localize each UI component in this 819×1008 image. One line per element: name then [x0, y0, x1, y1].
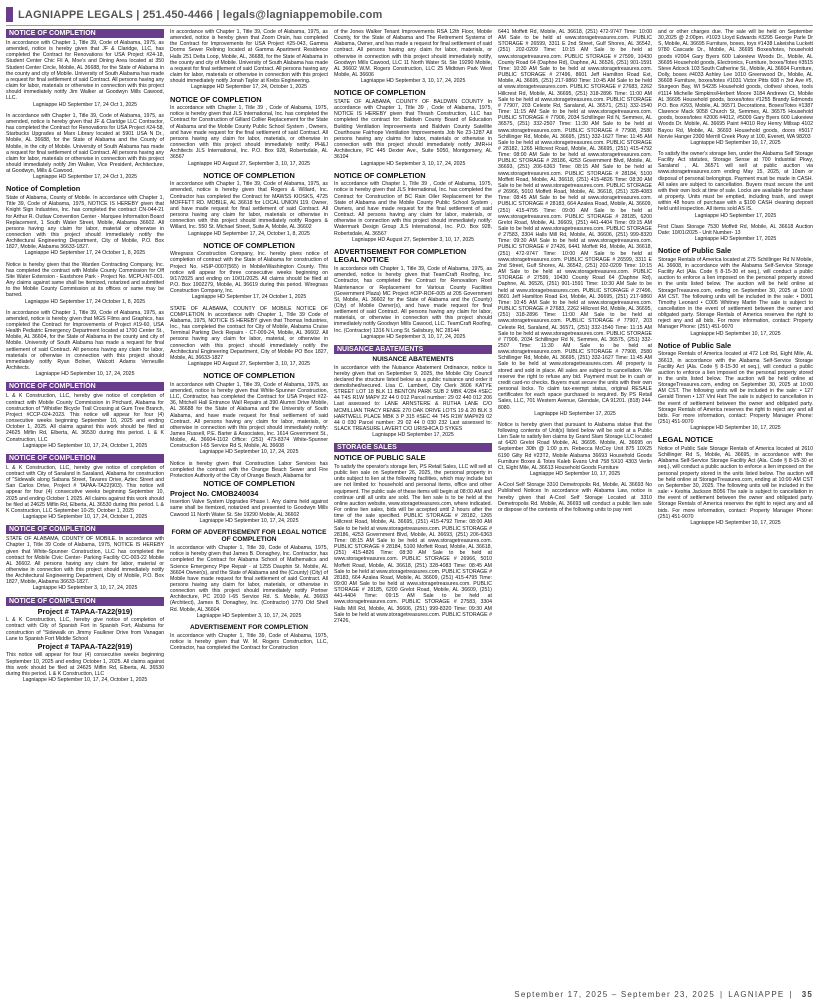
- publication-line: Lagniappe HD September 10, 17, 24, 2025: [35, 371, 135, 378]
- publication-line: Lagniappe HD September 17, 2025: [694, 236, 777, 242]
- publication-line: Lagniappe HD September 17, 24, October 1, 8, 2025: [188, 230, 310, 237]
- publication-line: Lagniappe HD September 10, 17, 24, October 1, 2025: [22, 442, 148, 449]
- notice-body: A-Cool Self Storage 3310 Demetropolis Rd, Mobile, AL 36693 No Published Notices In accordance with Alabama Law, notice is hereby given that A-Cool Self Storage Located at 3310 Demetropolis Rd. Mobile, AL 36693 will conduct a public lien sale or dispose of the contents of the following units to pay rent: [498, 482, 652, 513]
- section-bar-title: NOTICE OF COMPLETION: [6, 525, 164, 534]
- section-bar-title: NOTICE OF COMPLETION: [6, 597, 164, 606]
- header-accent-bar: [6, 7, 13, 22]
- column-5: [658, 29, 813, 982]
- notice-body: Insertion Valve System Upgrades Phase I. Any claims held against same shall be itemized, notarized and presented to Goodwyn Mills Cawood 11 North Water St. Ste 19290 Mobile, AL 36602: [170, 499, 328, 518]
- publication-line: Lagniappe HD September 17, 24 October 1, 2025: [191, 294, 307, 301]
- notice-body: of the Jones Walker Tenant Improvements RSA 12th Floor, Mobile County, for the State of Alabama and The Retirement Systems of Alabama, Owner, and has made a request for final settlement of said contract. All persons having any claim for labor, materials, or otherwise in connection with this project should immediately notify, Goodwyn Mills Cawood, LLC 11 North Water St. Ste 19290 Mobile, AL 36602 W.M. Rogers Construction, LLC 25 Midtown Park West Mobile, AL 36606: [334, 29, 492, 79]
- publication-line: Lagniappe HD August 27, September 3, 10, 17, 2025: [352, 236, 474, 243]
- notice-body: In accordance with Chapter 1, Title 39, Code of Alabama, 1975, as amended, notice is hereby given that Rogers & Willard, Inc. Contractor has completed the Contract for MAWSS KIOSKS, 4725 MOFFETT RD. MOBILE, AL 36618 for LOCAL UNION 119. Owner, and have made request for final settlement of said Contract. All persons having any claim for labor, materials or otherwise in connection with this project should immediately notify Rogers & Willard, Inc. 550 St. Michael Street, Suite A, Mobile, AL 36602: [170, 181, 328, 231]
- notice-heading: ADVERTISEMENT FOR COMPLETION LEGAL NOTICE: [334, 246, 467, 265]
- legal-notice: [6, 113, 164, 181]
- project-number: Project # TAPAA-TA22(919): [37, 641, 133, 651]
- column-1: [6, 29, 164, 982]
- publication-line: Lagniappe HD September 17, 24 Oct 1, 2025: [32, 101, 138, 108]
- column-4: [498, 29, 652, 982]
- notice-body: In accordance with Chapter 1, Title 39 , Code of Alabama, 1975, notice is hereby given that JLS International, Inc. has completed the Contract for Construction of Gillard Collier Replacement for the State of Alabama and the Mobile County Public School System , Owners, and have made request for the final settlement of said Contract. All persons having any claim for labor, materials, or otherwise in connection with this project should immediately notify: PH&J Architects JLS International, Inc. P.O. Box 928, Robertsdale, AL 36567: [170, 105, 328, 161]
- notice-body: In accordance with Chapter 1, Title 39, Code of Alabama, 1975, as amended, notice is hereby given that MGS Films and Graphics, has completed the Contract for Improvements of Project #19-60, USA Health Pediatric Emergency Department located at 1700 Center St., Mobile, AL 36604, for the State of Alabama in the county and city of Mobile. University of South Alabama has made a request for final settlement of said Contract. All persons having any claim for labor, materials or otherwise in connection with this project should immediately notify Ryan Bolner, Walcott Adams Verneuille Architects.: [6, 309, 164, 372]
- publication-line: Lagniappe HD September 17, 2025: [694, 212, 777, 219]
- legal-notice: [6, 29, 164, 108]
- notice-body: In accordance with Chapter 1, Title 39, Code of Alabama, 1975, notice is hereby given that James B. Donaghey, Inc. Contractor, has completed the Contract for Alabama School of Mathematics and Science Emergency Pipe Repair - at 1255 Dauphin St. Mobile, AL 36604 Owner(s), and the State of Alabama and the (County) (City) of Mobile have made request for final settlement of said Contract. All persons having any claim for labor, materials, or otherwise in connection with this project should immediately notify Portner Architecture, PC 2010 I-65 Service Rd. S. Mobile, AL 36693 (Architect), James B. Donaghey, Inc. (Contractor) 1770 Old Shell Rd. Mobile, AL 36604: [170, 545, 328, 613]
- legal-notice: [170, 624, 328, 651]
- section-bar-title: NUISANCE ABATEMENTS: [334, 345, 492, 354]
- notice-heading: Project # TAPAA-TA22(919): [37, 606, 133, 616]
- notice-body: In accordance with Chapter 1, Title 39, Code of Alabama, 1975, as amended, notice is hereby given that Zoom Drain, has completed the Contract for Improvements for USA Project #25-043, Gamma Dorms Sewer Relining located at Gamma Apartment Residence Halls 251 Delta Loop, Mobile, AL, 36688, for the State of Alabama in the county and city of Mobile. University of South Alabama has made a request for final settlement of said Contract. All persons having any claim for labor, materials or otherwise in connection with this project should immediately notify Jonah Taylor at Krebs Engineering.: [170, 29, 328, 85]
- notice-heading: Notice of Completion: [6, 184, 81, 194]
- legal-notice: [658, 436, 813, 526]
- notice-body: In accordance with Chapter 1, Title 39, Code of Alabama, 1975, as amended, notice is hereby given that JF & Claridge LLC Contractor, has completed the Contract for Renovations for USA Project #24-58, Starbucks Upgrades at Marx Library located at 5901 USA N Dr., Mobile, AL 36688, for the State of Alabama and the County of Mobile, in the city of Mobile. University of South Alabama has made a request for final settlement of said Contract. All persons having any claim for labor, materials or otherwise in connection with this project should immediately notify Jim Walker, Vice President, Architecture, at Goodwyn, Mills & Cawood.: [6, 112, 164, 175]
- legal-notice: [658, 247, 813, 337]
- notice-heading: Notice of Public Sale: [658, 246, 732, 256]
- notice-body: This notice will appear for four (4) consecutive weeks beginning September 10, 2025 and ending October 1, 2025. All claims against this work should be filed at 24625 Miflin Rd, Elberta, AL 36530 during this period. L & K Construction, LLC: [6, 652, 164, 677]
- legal-notice: [170, 372, 328, 455]
- notice-body: 6441 Moffett Rd, Mobile, AL 36618, (251) 472-9747 Time: 10:00 AM Sale to be held at www.storagetreasures.com. PUBLIC STORAGE # 26599, 3311 E 2nd Street, Gulf Shores, AL 36542, (251) 202-0209 Time: 10:15 AM Sale to be held at www.storagetreasures.com. PUBLIC STORAGE # 27599, 10430 County Road 64 (Daphne Rd), Daphne, AL 36526, (251) 901-1591 Time: 10:30 AM Sale to be held at www.storagetreasures.com. PUBLIC STORAGE # 27496, 8601 Jeff Hamilton Road Ext, Mobile, AL 36695, (251) 217-9860 Time: 10:45 AM Sale to be held at www.storagetreasures.com. PUBLIC STORAGE # 27683, 2262 Hillcrest Rd, Mobile, AL 36695, (251) 318-2896 Time: 11:00 AM Sale to be held at www.storagetreasures.com. PUBLIC STORAGE # 77907, 203 Celeste Rd, Saraland, AL 36571, (251) 332-1540 Time: 11:15 AM Sale to be held at www.storagetreasures.com. PUBLIC STORAGE # 77906, 2034 Schillinger Rd N, Semmes, AL 36575, (251) 332-2507 Time: 11:30 AM Sale to be held at www.storagetreasures.com. PUBLIC STORAGE # 77908, 2580 Schillinger Rd, Mobile, AL 36695, (251) 332-1627 Time: 11:45 AM Sale to be held at www.storagetreasures.com. PUBLIC STORAGE # 28182, 1265 Hillcrest Road, Mobile, AL 36695, (251) 415-4792 Time: 08:00 AM Sale to be held at www.storagetreasures.com. PUBLIC STORAGE # 28186, 4253 Government Blvd, Mobile, AL 36693, (251) 206-6363 Time: 08:15 AM Sale to be held at www.storagetreasures.com. PUBLIC STORAGE # 28184, 5100 Moffett Road, Mobile, AL 36618, (251) 415-4826 Time: 08:30 AM Sale to be held at www.storagetreasures.com. PUBLIC STORAGE # 26966, 5010 Moffett Road, Mobile, AL 36618, (251) 328-4083 Time: 08:45 AM Sale to be held at www.storagetreasures.com. PUBLIC STORAGE # 28183, 664 Azalea Road, Mobile, AL 36609, (251) 415-4795 Time: 09:00 AM Sale to be held at www.storagetreasures.com. PUBLIC STORAGE # 28185, 6200 Grelot Road, Mobile, AL 36609, (251) 441-4404 Time: 09:15 AM Sale to be held at www.storagetreasures.com. PUBLIC STORAGE # 27583, 3304 Halls Mill Rd, Mobile, AL 36606, (251) 999-8320 Time: 09:30 AM Sale to be held at www.storagetreasures.com. PUBLIC STORAGE # 27426, 6441 Moffett Rd, Mobile, AL 36618, (251) 472-9747 Time: 10:00 AM Sale to be held at www.storagetreasures.com. PUBLIC STORAGE # 26599, 3311 E 2nd Street, Gulf Shores, AL 36542, (251) 202-0209 Time: 10:15 AM Sale to be held at www.storagetreasures.com. PUBLIC STORAGE # 27599, 10430 County Road 64 (Daphne Rd), Daphne, AL 36526, (251) 901-1591 Time: 10:30 AM Sale to be held at www.storagetreasures.com. PUBLIC STORAGE # 27496, 8601 Jeff Hamilton Road Ext, Mobile, AL 36695, (251) 217-9860 Time: 10:45 AM Sale to be held at www.storagetreasures.com. PUBLIC STORAGE # 27683, 2262 Hillcrest Rd, Mobile, AL 36695, (251) 318-2896 Time: 11:00 AM Sale to be held at www.storagetreasures.com. PUBLIC STORAGE # 77907, 203 Celeste Rd, Saraland, AL 36571, (251) 332-1540 Time: 11:15 AM Sale to be held at www.storagetreasures.com. PUBLIC STORAGE # 77906, 2034 Schillinger Rd N, Semmes, AL 36575, (251) 332-2507 Time: 11:30 AM Sale to be held at www.storagetreasures.com. PUBLIC STORAGE # 77908, 2580 Schillinger Rd, Mobile, AL 36695, (251) 332-1627 Time: 11:45 AM Sale to be held at www.storagetreasures.com. All property is stored and sold in place. All sales are subject to cancellation. We reserve the right to refuse any bid. Payment must be in cash or credit card-no checks. Buyers must secure the units with their own personal locks. To claim tax-exempt status, original RESALE certificates for each space purchased is required. By PS Retail Sales, LLC, 701 Western Avenue, Glendale, CA 91201. (818) 244-8080.: [498, 29, 652, 411]
- project-number: NOTICE OF COMPLETION: [203, 479, 295, 489]
- publication-line: Lagniappe HD September 10, 17, 2025: [690, 330, 781, 337]
- legal-notice: [6, 525, 164, 591]
- section-bar-title: NOTICE OF COMPLETION: [6, 29, 164, 38]
- notice-body: Storage Rentals of America located at 472 Lott Rd, Eight Mile, AL 36613, in accordance with the Alabama Self-Service Storage Facility Act (Ala. Code § 8-15-30 et seq.), will conduct a public auction to enforce a lien imposed on the personal property stored in the units listed below. The auction will be held online at StorageTreasures.com, ending on September 30, 2025 at 10:00 AM CST. The following units will be included in the sale: • 127 Gerald Tinnen • 137 Vini Hart The sale is subject to cancellation in the event of settlement between the owner and obligated party. Storage Rentals of America reserves the right to reject any and all bids. For more information, contact: Property Manager Phone: (251) 451-9070: [658, 351, 813, 426]
- notice-heading: NOTICE OF PUBLIC SALE: [334, 453, 426, 463]
- footer-dates: September 17, 2025 – September 23, 2025: [514, 989, 715, 999]
- publication-line: Lagniappe HD September 3, 10, 17, 24, 2025: [360, 78, 466, 85]
- footer-brand: LAGNIAPPE: [728, 989, 785, 999]
- notice-body: L & K Construction, LLC, hereby give notice of completion of contract with City of Spanish Fort in Spanish Fort, Alabama for construction of "Sidewalk on Jimmy Faulkner Drive from Vanagan Lane to Spanish Fort Middle School: [6, 617, 164, 642]
- legal-notice: [6, 597, 164, 684]
- section-bar-title: STORAGE SALES: [334, 443, 492, 452]
- publication-line: Lagniappe HD September 17, 24 October 1, 8, 2025: [24, 298, 146, 305]
- legal-notice: [334, 29, 492, 84]
- notice-body: First Class Storage 7530 Moffett Rd, Mobile, AL 36618 Auction Date: 10/01/2025 - Unit Number- 13: [658, 223, 813, 236]
- notice-body: STATE OF ALABAMA, COUNTY OF MOBILE NOTICE OF COMPLETION In accordance with Chapter 1, Title 39 Code of Alabama, 1975, NOTICE IS HEREBY given that Thomas Industries, Inc., has completed the contract for City of Mobile, Alabama Cruise Terminal Parking Deck Repairs - CT-009-24, Mobile, AL 36602. All persons having any claim for labor, material, or otherwise in connection with this project should immediately notify the Architectural Engineering Department, City of Mobile PO Box 1827, Mobile, AL 36633-1827: [170, 305, 328, 361]
- publication-line: Lagniappe HD September 3, 10, 17, 24, 2025: [32, 585, 138, 592]
- legal-notice: [6, 185, 164, 256]
- publication-line: Lagniappe HD September 17, 2025: [372, 432, 454, 439]
- notice-body: State of Alabama, County of Mobile. In accordance with Chapter 1, Title 39, Code of Alabama, 1975, NOTICE IS HEREBY given that Knight Sign Industries, Inc. has completed the contract CN-044-21 for Arthur R. Outlaw Convention Center - Marquee Information Board Replacement, 1 South Water Street, Mobile, Alabama 36602. All persons having any claim for labor, material or otherwise in connection with this project should immediately notify the Architectural Engineering Department, City of Mobile, P.O. Box 1827, Mobile, Alabama 36633-1827.: [6, 195, 164, 251]
- notice-body: STATE OF ALABAMA, COUNTY OF BALDWIN COUNTY In accordance with Chapter 1, Title 39 , Code of Alabama, 1975, NOTICE IS HEREBY given that Thrash Construction, LLC has completed the contract for: Baldwin County Board of Education Building Ventilation Improvements and Baldwin County Satellite Courthouse Fairhope Ventilation Improvements Job No 23-1287 All persons having any claims for labor, materials or otherwise in connection with this project should immediately notify JMR+H Architecture, PC 445 Dexter Ave., Suite 5050, Montgomery, AL 36104: [334, 99, 492, 161]
- legal-notice: [498, 422, 652, 477]
- publication-line: Lagniappe HD September 10, 17, 24, October 1, 2025: [22, 514, 148, 521]
- legal-notice: [498, 482, 652, 513]
- legal-notice: [6, 454, 164, 520]
- publication-line: Lagniappe HD September 10, 17, 24, 2025: [199, 449, 299, 456]
- legal-notice: [170, 242, 328, 301]
- legal-notice: [658, 29, 813, 146]
- publication-line: Lagniappe HD September 3, 10, 17, 24, 2025: [360, 160, 466, 167]
- header-rule: [6, 25, 813, 26]
- legal-notice: [6, 310, 164, 378]
- legal-notice: [334, 89, 492, 166]
- notice-body: and or other charges due. The sale will be held on September 30,2025 @ 2:00pm. #1023 Lloyd Edwards #3295 George Parle Dr S, Mobile, AL 36695 Furniture, boxes, toys #1438 Lakeisha Luckett 9780 Cascade Dr., Mobile, AL 36695 Boxes/totes, household goods #2004 Gary Byers 600 Lakeview Woods Dr., Mobile, AL 36695 Household goods, Electronics, Furniture, boxes/Totes #3515 Steve Adcock 103 South Catherine St., Mobile, AL 36604 Furniture, Dolly, boxes #4033 Ashley Lee 1010 Greenwood Dr., Mobile, AL 36608 Furniture, boxes/totes #1031 Victor Pitts 608 n 3rd Ave #5, Sturgeon Bay, WI 54235 Household goods, clothes/ shoes, tools #1114 Michelle Simpkins/Herbert Moore 3184 Andrews Ct, Mobile AL 36695 Household goods, boxes/totes #1255 Brandy Edmonds P.O. Box #293, Mobile, AL 36571 Decorations, Boxes/Totes #1387 Clarence Mack 9058 Church St, Semmes, AL 36575 Household goods, boxes/totes #2006 #4012, #5009 Gary Byers 600 Lakeview Woods Dr. Mobile, AL 36695 Paint #4010 Roy Henry Millsap 4102 Bayou Rd, Mobile, AL 36693 Household goods, doors #5017 Norvie Hanger 2300 Merrill Creek Pkwy st 100, Everett, WA 98203: [658, 29, 813, 140]
- publication-line: Lagniappe HD September 10, 17, 2025: [529, 471, 621, 478]
- legal-notice: [658, 151, 813, 219]
- column-2: [170, 29, 328, 982]
- notice-heading: NOTICE OF COMPLETION: [334, 170, 426, 180]
- notice-body: In accordance with the Nuisance Abatement Ordinance, notice is hereby given that on September 9, 2025, the Mobile City Council declared the structure listed below as a public nuisance and order it demolished/secured. Lisa C. Lambert, City Clerk 3606 KATYE STREET LOT 18 BLK 11 BENTON PARK SUB 2 MBK 4/284 #SEC 44 T4S R1W MAP# 22 44 0 012 Parcel number: 29 02 440 012 206 Last assessed to: LANE ARNSTERE & RUTHA LANE C/O MCMILLIAN TRACY RENEE 270 OAK DRIVE LOTS 19 & 20 BLK 3 HARTWELL PLACE MBK 3 P 315 #SEC 44 T4S R1W MAP#29 02 44 0 030 Parcel number: 29 02 44 0 030 232 Last assessed to: SLACK TREASURE LAVERT C/O URISHICA D SYKES: [334, 364, 492, 433]
- notice-heading: Notice of Public Sale: [658, 340, 732, 350]
- notice-heading: LEGAL NOTICE: [658, 435, 713, 445]
- notice-body: In accordance with Chapter 1, Title 39 , Code of Alabama, 1975, notice is hereby given that JLS International, Inc. has completed the Contract for Construction of BC Rain Oiler Replacement for the State of Alabama and the Mobile County Public School System , Owners, and have made request for the final settlement of said Contract. All persons having any claim for labor, materials, or otherwise in connection with this project should immediately notify: Watermark Design Group JLS International, Inc. P.O. Box 928, Robertsdale, AL 36567: [334, 181, 492, 237]
- notice-body: L & K Construction, LLC, hereby give notice of completion of contract with City of Saraland in Saraland, Alabama for construction of "Sidewalk along Sabana Street, Tavares Drive, Aztec Street and San Carlos Drive, Project # TAPAA-TA22(903). This notice will appear for four (4) consecutive weeks beginning September 10, 2025 and ending October 1 2025. All claims against this work should be filed at 24625 Miflin Rd, Elberta, AL 36530 during this period. L & K Construction, LLC September 10-25; October 1, 2025: [6, 464, 164, 514]
- legal-notice: [334, 345, 492, 438]
- section-bar-title: NOTICE OF COMPLETION: [6, 382, 164, 391]
- notice-heading: NOTICE OF COMPLETION: [170, 94, 262, 104]
- legal-notice: [658, 342, 813, 432]
- section-bar-title: NOTICE OF COMPLETION: [6, 454, 164, 463]
- publication-line: Lagniappe HD September 10, 17, 24, 2025: [199, 517, 299, 524]
- legal-notice: [6, 262, 164, 305]
- notice-heading: ADVERTISEMENT FOR COMPLETION: [190, 623, 308, 631]
- page-number: 35: [801, 989, 813, 999]
- publication-line: Lagniappe HD September 17, 24 October 1, 8, 2025: [24, 250, 146, 257]
- publication-line: Lagniappe HD September 17, 24, October 1, 2025: [191, 84, 307, 91]
- publication-line: Lagniappe HD September 10, 17, 2025: [690, 139, 781, 146]
- notice-body: L & K Construction, LLC, hereby give notice of completion of contract with Mobile County Commission in Prichard, Alabama for construction of "Whistler Bicycle Trail Crossing at Gum Tree Branch, Project #CCP-024-2023. This notice will appear for four (4) consecutive weeks beginning September 10, 2025 and ending October 1, 2025. All claims against this work should be filed at 24625 Miflin Rd, Elberta, AL 36530 during this period. L & K Construction, LLC: [6, 393, 164, 443]
- notice-heading: FORM OF ADVERTISEMENT FOR LEGAL NOTICE OF COMPLETION: [171, 528, 327, 544]
- notice-heading: NOTICE OF COMPLETION: [203, 371, 295, 381]
- page-header: [6, 6, 813, 23]
- notice-body: Notice is hereby given that Construction Labor Services has completed the contract with the Orange Beach Sewer and Fire Protection Authority of the City of Orange Beach, Alabama for: [170, 460, 328, 479]
- legal-notice: [170, 96, 328, 167]
- notice-body: To satisfy the owner's storage lien, under the Alabama Self Storage Facility Act statutes, Storage Sense at 700 Industrial Pkwy, Saraland , AL 36571 will sell at public auction via www.storagetreasures.com ending May 15, 2025, at 10am or disposal of personal belongings. Payment must be made in CASH. All sales are subject to cancellation. Buyers must secure the unit with their own lock at time of sale. Locks are available for purchase at property. Units must be emptied, including trash, and swept within 48 hours of purchase with a $100 CASH cleaning deposit held until inspection. All items sold AS IS.: [658, 150, 813, 213]
- publication-line: Lagniappe HD September 10, 17, 2025: [690, 519, 781, 526]
- legal-notice: [334, 443, 492, 624]
- notice-body: In accordance with Chapter 1, Title 39, Code of Alabama, 1975, as amended, notice is hereby given that White-Spunner Construction, LLC, Contractor, has completed the Contract for USA Project #22-36, Mitchell Hall Entrance Wall Repairs at 390 Alumni Drive Mobile, AL 36688 for the State of Alabama and the University of South Alabama, and have made request for final settlement of said Contract. All persons having any claim for labor, materials, or otherwise in connection with this project should immediately notify: James Russell, P.E. Barter & Associates, Inc. 1614 Government St., Mobile, AL 36604-1102 Office: (251) 473-8374 White-Spunner Construction I-65 Service Rd S, Mobile, AL 36608: [170, 381, 328, 450]
- notice-body: Notice is hereby given that the Warden Contracting Company, Inc. has completed the contract with Mobile County Commission for Off Site Water Extension - Eastshore Park - Project No. MCPU-NT-001. Any claims against same shall be itemized, notarized and submitted to the Mobile County Commission at its offices or same may be barred.: [6, 261, 164, 299]
- legal-notice: [334, 172, 492, 243]
- notice-body: STATE OF ALABAMA, COUNTY OF MOBILE. In accordance with Chapter 1, Title 39 Code of Alabama, 1975, NOTICE IS HEREBY given that White-Spunner Construction, LLC has completed the contract for Mobile Civic Center- Parking Facility CC-003-22 Mobile AL 36602. All persons having any claim for labor, material or otherwise in connection with this project should immediately notify the Architectural Engineering Department, City of Mobile, P.O. Box 1827, Mobile, Alabama 36633-1827.: [6, 536, 164, 586]
- legal-notice: [170, 461, 328, 524]
- notice-body: Storage Rentals of America located at 275 Schillinger Rd N Mobile, AL 36608, in accordance with the Alabama Self-Service Storage Facility Act (Ala. Code § 8-15-30 et seq.), will conduct a public auction to enforce a lien imposed on the personal property stored in the units listed below. The auction will be held online at StorageTreasures.com, ending on September 30, 2025 at 10:00 AM CST. The following units will be included in the sale: • D001 Timothy Leonard • C005 Whitney Martin The sale is subject to cancellation in the event of settlement between the owner and obligated party. Storage Rentals of America reserves the right to reject any and all bids. For more information, contact: Property Manager Phone: (251) 451-9070: [658, 256, 813, 331]
- notice-heading: NOTICE OF COMPLETION: [203, 240, 295, 250]
- column-3: [334, 29, 492, 982]
- page-footer: September 17, 2025 – September 23, 2025 | LAGNIAPPE | 35: [514, 989, 813, 999]
- notice-heading: NOTICE OF COMPLETION: [203, 170, 295, 180]
- publication-line: Lagniappe HD September 3, 10, 17, 24, 2025: [360, 333, 466, 340]
- publication-line: Lagniappe HD September 10, 17, 24, October 1, 2025: [22, 677, 148, 684]
- publication-line: Lagniappe HD September 3, 10, 17, 24, 2025: [196, 612, 302, 619]
- legal-notice: [170, 172, 328, 237]
- legal-notice: [334, 248, 492, 340]
- publication-line: Lagniappe HD August 27, September 3, 10, 17, 2025: [188, 360, 310, 367]
- legal-notice: [658, 224, 813, 242]
- project-number: Project No. CMOB240034: [170, 488, 259, 498]
- publication-line: Lagniappe HD September 17, 2025: [534, 410, 616, 417]
- legal-notice: [170, 306, 328, 368]
- notice-body: Wiregrass Construction Company, Inc. hereby gives notice of completion of contract with the State of Alabama for construction of Project No. HSIP-0007(565) in Mobile/Washington County. This notice will appear for three consecutive weeks beginning on 9/17/2025 and ending on 10/01/2025. All claims should be filed at P.O. Box 1902279, Mobile, AL 36619 during this period. Wiregrass Construction Company, Inc.: [170, 251, 328, 295]
- publication-line: Lagniappe HD August 27, September 3, 10, 17, 2025: [188, 160, 310, 167]
- notice-heading: NOTICE OF COMPLETION: [334, 88, 426, 98]
- legal-notice: [170, 529, 328, 619]
- notice-body: In accordance with Chapter 1, Title 39, Code of Alabama, 1975, as amended, notice is hereby given that JF & Claridge, LLC, has completed the Contract for Renovations for USA Project #24-18, Student Center Chic Fil A, Moe's and Dining Area located at 350 Student Center Circle, Mobile, AL 36688, for the State of Alabama in the county and city of Mobile. University of South Alabama has made a request for final settlement of said Contract. All persons having any claim for labor, materials or otherwise in connection with this project should immediately notify Jim Walker at Goodwyn Mills Cawood, LLC.: [6, 40, 164, 102]
- notice-body: To satisfy the operator's storage lien, PS Retail Sales, LLC will sell at public lien sale on September 26, 2025, the personal property in units subject to lien at the following facilities, which may include but are not limited to: household and personal items, office and other equipment. The public sale of these items will begin at 08:00 AM and continue until all units are sold. The lien sale is to be held at the online auction website, www.storagetreasures.com, where indicated. For online lien sales, bids will be accepted until 2 hours after the time of the sale specified. PUBLIC STORAGE # 28182, 1265 Hillcrest Road, Mobile, AL 36695, (251) 415-4792 Time: 08:00 AM Sale to be held at www.storagetreasures.com. PUBLIC STORAGE # 28186, 4253 Government Blvd, Mobile, AL 36693, (251) 206-6363 Time: 08:15 AM Sale to be held at www.storagetreasures.com. PUBLIC STORAGE # 28184, 5100 Moffett Road, Mobile, AL 36618, (251) 415-4826 Time: 08:30 AM Sale to be held at www.storagetreasures.com. PUBLIC STORAGE # 26966, 5010 Moffett Road, Mobile, AL 36618, (251) 328-4083 Time: 08:45 AM Sale to be held at www.storagetreasures.com. PUBLIC STORAGE # 28183, 664 Azalea Road, Mobile, AL 36609, (251) 415-4795 Time: 09:00 AM Sale to be held at www.storagetreasures.com. PUBLIC STORAGE # 28185, 6200 Grelot Road, Mobile, AL 36609, (251) 441-4404 Time: 09:15 AM Sale to be held at www.storagetreasures.com. PUBLIC STORAGE # 27583, 3304 Halls Mill Rd, Mobile, AL 36606, (251) 999-8320 Time: 09:30 AM Sale to be held at www.storagetreasures.com. PUBLIC STORAGE # 27426,: [334, 464, 492, 624]
- legal-columns: [6, 29, 813, 982]
- legal-notice: [6, 382, 164, 448]
- publication-line: Lagniappe HD September 17, 24 Oct 1, 2025: [32, 174, 138, 181]
- legal-notice: [170, 29, 328, 91]
- notice-heading: NUISANCE ABATEMENTS: [372, 355, 454, 363]
- notice-body: Notice of Public Sale Storage Rentals of America located at 2610 Schillinger Rd S, Mobile, AL 36695, in accordance with the Alabama Self-Service Storage Facility Act (Ala. Code § 8-15-30 et seq.), will conduct a public auction to enforce a lien imposed on the personal property stored in the units listed below. The auction will be held online at StorageTreasures.com, ending at 10:00 AM CST on September 30, 2025. The following units will be included in the sale: • Keshia Jackson B056 The sale is subject to cancellation in the event of settlement between the owner and obligated party. Storage Rentals of America reserves the right to reject any and all bids. For more information, contact: Property Manager Phone: (251) 451-9070: [658, 446, 813, 520]
- notice-body: In accordance with Chapter 1, Title 39, Code of Alabama, 1975, notice is hereby given that W. M. Rogers Construction, LLC, Contractor, has completed the Contract for Construction: [170, 632, 328, 651]
- notice-body: In accordance with Chapter 1, Title 39, Code of Alabama, 1975, as amended, notice is hereby given that TeamCraft Roofing, Inc. Contractor, has completed the Contract for Renovation Roof Maintenance or Replacement for Various County Facilities (Government Plaza) MC Project #CIP-ROF-005 at 205 Government St, Mobile, AL 36602 for the State of Alabama and the (County) (City) of Mobile Owner(s), and have made request for final settlement of said Contract. All persons having any claim for labor, materials, or otherwise in connection with this project should immediately notify Goodwyn Mills Cawood, LLC. TeamCraft Roofing, Inc. (Contractor) 1316 N Long St. Salisbury, NC 28144: [334, 266, 492, 334]
- publication-line: Lagniappe HD September 10, 17, 2025: [690, 425, 781, 432]
- legal-notice: [498, 29, 652, 417]
- notice-body: Notice is hereby given that pursuant to Alabama statue that the following contents of Unit(s) listed below will be sold at a Public Lien Sale to satisfy lien claims by Grand Slam Storage LLC located at 6420 Grelot Road Mobile, AL 36695. Mobile, AL 36695 on September 30th @ 1:00 p.m. Rebecca McCoy Unit 875 10X25 6190 Gilty Rd #23T2, Mobile Alabama 36693 Household Goods Furniture Boxes & Totes Kaleb Evans Unit 758 5X10 4303 Verlin Ct, Eight Mile, AL 36613 Household Goods Furniture: [498, 421, 652, 471]
- header-title: LAGNIAPPE LEGALS | 251.450-4466 | legals@lagniappemobile.com: [18, 8, 383, 21]
